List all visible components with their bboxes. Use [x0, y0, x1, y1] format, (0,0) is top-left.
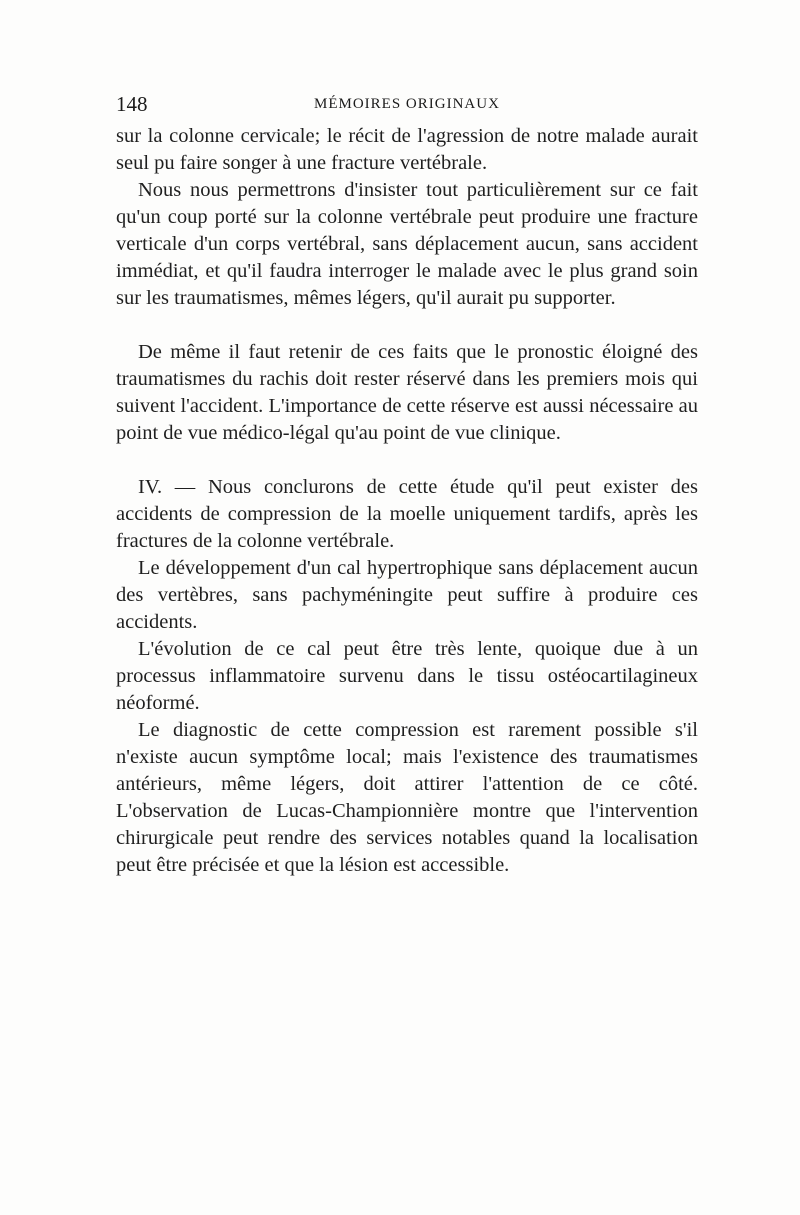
paragraph-prognosis: De même il faut retenir de ces faits que le pronostic éloigné des traumatismes du rachis doit rester réservé dans les premiers mois qui suivent l'accident. L'importance de cette réserve est aussi nécessaire au point de vue médico-légal qu'au point de vue clinique. — [116, 341, 698, 444]
paragraph-callus-development: Le développement d'un cal hypertrophique sans déplacement aucun des vertèbres, sans pachyméningite peut suffire à produire ces accidents. — [116, 557, 698, 633]
page-header — [116, 92, 696, 122]
paragraph-continuation: sur la colonne cervicale; le récit de l'agression de notre malade aurait seul pu faire songer à une fracture vertébrale. — [116, 125, 698, 174]
body-text — [116, 123, 698, 879]
paragraph-gap — [116, 312, 698, 339]
paragraph-conclusion-iv: IV. — Nous conclurons de cette étude qu'il peut exister des accidents de compression de la moelle uniquement tardifs, après les fractures de la colonne vertébrale. — [116, 476, 698, 552]
page-number: 148 — [116, 92, 148, 116]
paragraph-callus-evolution: L'évolution de ce cal peut être très lente, quoique due à un processus inflammatoire survenu dans le tissu ostéocartilagineux néoformé. — [116, 638, 698, 714]
paragraph-gap — [116, 447, 698, 474]
paragraph-insist: Nous nous permettrons d'insister tout particulièrement sur ce fait qu'un coup porté sur la colonne vertébrale peut produire une fracture verticale d'un corps vertébral, sans déplacement aucun, sans accident immédiat, et qu'il faudra interroger le malade avec le plus grand soin sur les traumatismes, mêmes légers, qu'il aurait pu supporter. — [116, 179, 698, 309]
paragraph-diagnosis: Le diagnostic de cette compression est rarement possible s'il n'existe aucun symptôme local; mais l'existence des traumatismes antérieurs, même légers, doit attirer l'attention de ce côté. L'observation de Lucas-Championnière montre que l'intervention chirurgicale peut rendre des services notables quand la localisation peut être précisée et que la lésion est accessible. — [116, 719, 698, 876]
running-head: MÉMOIRES ORIGINAUX — [314, 96, 500, 112]
